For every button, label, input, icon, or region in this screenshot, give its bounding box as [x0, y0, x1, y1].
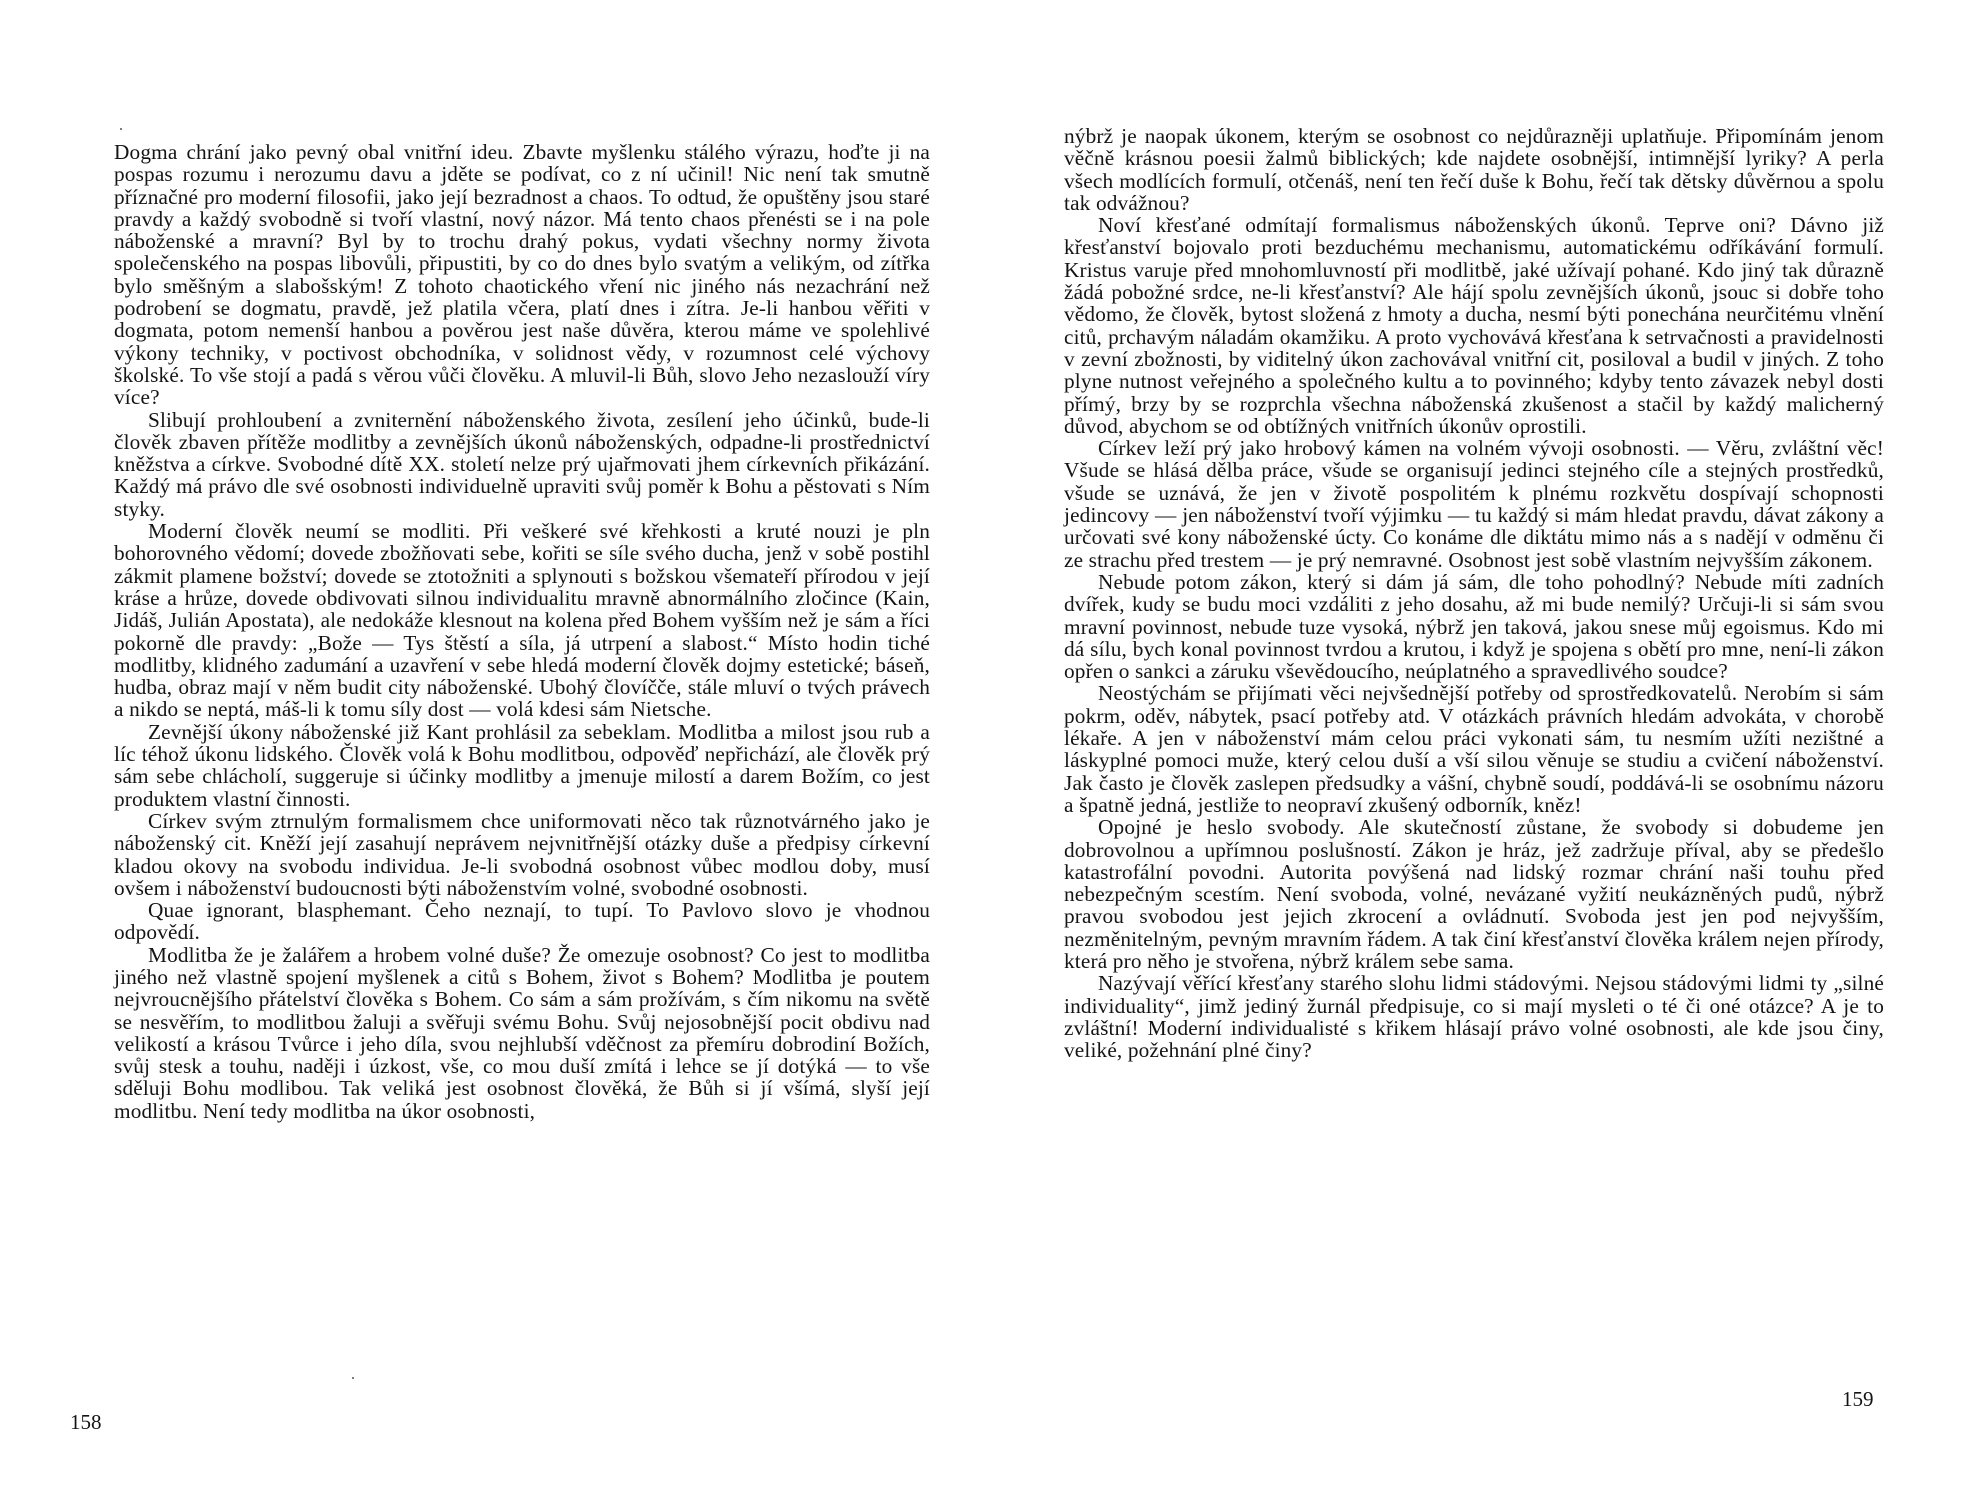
- scan-speck: [352, 1377, 354, 1379]
- paragraph: Zevnější úkony náboženské již Kant prohlásil za sebeklam. Modlitba a milost jsou rub a líc téhož úkonu lidského. Člověk volá k Bohu modlitbou, odpověď nepřichází, ale člověk prý sám sebe chlácholí, suggeruje si účinky modlitby a jmenuje milostí a darem Božím, co jest produktem vlastní činnosti.: [114, 719, 930, 811]
- paragraph: Moderní člověk neumí se modliti. Při veškeré své křehkosti a kruté nouzi je pln bohorovného vědomí; dovede zbožňovati sebe, kořiti se síle svého ducha, jenž v sobě postihl zákmit plamene božství; dovede se ztotožniti a splynouti s božskou všemateří přírodou v její kráse a hrůze, dovede obdivovati silnou individualitu mravně abnormálního zločince (Kain, Jidáš, Julián Apostata), ale nedokáže klesnout na kolena před Bohem vyšším než je sám a říci pokorně dle pravdy: „Bože — Tys štěstí a síla, já utrpení a slabost.“ Místo hodin tiché modlitby, klidného zadumání a uzavření v sebe hledá moderní člověk dojmy estetické; báseň, hudba, obraz mají v něm budit city náboženské. Ubohý človíčče, stále mluví o tvých právech a nikdo se neptá, máš-li k tomu síly dost — volá kdesi sám Nietsche.: [114, 519, 930, 722]
- page-number: 158: [70, 1410, 102, 1434]
- paragraph: Nebude potom zákon, který si dám já sám, dle toho pohodlný? Nebude míti zadních dvířek, kudy se budu moci vzdáliti z jeho dosahu, až mi bude nemilý? Určuji-li si sám svou mravní povinnost, nebude tuze vysoká, nýbrž jen taková, jakou snese můj egoismus. Kdo mi dá sílu, bych konal povinnost tvrdou a krutou, i když je spojena s obětí pro mne, není-li zákon opřen o sankci a záruku vševědoucího, neúplatného a spravedlivého soudce?: [1064, 569, 1884, 684]
- paragraph: Quae ignorant, blasphemant. Čeho neznají, to tupí. To Pavlovo slovo je vhodnou odpovědí.: [114, 898, 930, 945]
- paragraph: Opojné je heslo svobody. Ale skutečností zůstane, že svobody si dobudeme jen dobrovolnou a upřímnou poslušností. Zákon je hráz, jež zadržuje příval, aby se předešlo katastrofální povodni. Autorita povýšená nad lidský rozmar chrání naši touhu před nebezpečným scestím. Není svoboda, volné, nevázané vyžití neukázněných pudů, nýbrž pravou svobodou jest jejich zkrocení a ovládnutí. Svoboda jest jen pod nejvyšším, nezměnitelným, pevným mravním řádem. A tak činí křesťanství člověka králem nejen přírody, která pro něho je stvořena, nýbrž králem sebe sama.: [1064, 815, 1884, 973]
- paragraph: Slibují prohloubení a zvniternění náboženského života, zesílení jeho účinků, bude-li člověk zbaven přítěže modlitby a zevnějších úkonů náboženských, odpadne-li prostřednictví kněžstva a církve. Svobodné dítě XX. století nelze prý ujařmovati jhem církevních přikázání. Každý má právo dle své osobnosti individuelně upraviti svůj poměr k Bohu a pěstovati s Ním styky.: [114, 407, 930, 521]
- scan-speck: [120, 128, 122, 130]
- paragraph: Církev svým ztrnulým formalismem chce uniformovati něco tak různotvárného jako je náboženský cit. Kněží její zasahují neprávem nejvnitřnější otázky duše a předpisy církevní kladou okovy na svobodu individua. Je-li svobodná osobnost vůbec modlou doby, musí ovšem i náboženství budoucnosti býti náboženstvím volné, svobodné osobnosti.: [114, 808, 930, 900]
- paragraph: Modlitba že je žalářem a hrobem volné duše? Že omezuje osobnost? Co jest to modlitba jiného než vlastně spojení myšlenek a citů s Bohem, život s Bohem? Modlitba je poutem nejvroucnějšího přátelství člověka s Bohem. Co sám a sám prožívám, s čím nikomu na světě se nesvěřím, to modlitbou žaluji a svěřuji svému Bohu. Svůj nejosobnější pocit obdivu nad velikostí a krásou Tvůrce i jeho díla, svou nejhlubší vděčnost za přemíru dobrodiní Božích, svůj stesk a touhu, naději i úzkost, vše, co mou duší zmítá i lehce se jí dotýká — to vše sděluji Bohu modlibou. Tak veliká jest osobnost člověká, že Bůh si jí všímá, slyší její modlitbu. Není tedy modlitba na úkor osobnosti,: [114, 942, 930, 1123]
- paragraph: Církev leží prý jako hrobový kámen na volném vývoji osobnosti. — Věru, zvláštní věc! Všude se hlásá dělba práce, všude se organisují jedinci stejného cíle a stejných prostředků, všude se uznává, že jen v životě pospolitém k plnému rozkvětu dospívají schopnosti jedincovy — jen náboženství tvoří výjimku — tu každý si mám hledat pravdu, dávat zákony a určovati své kony náboženské úcty. Co konáme dle diktátu mimo nás a s nadějí v odměnu či ze strachu před trestem — je prý nemravné. Osobnost jest sobě vlastním nejvyšším zákonem.: [1064, 436, 1884, 572]
- paragraph: Neostýchám se přijímati věci nejvšednější potřeby od sprostředkovatelů. Nerobím si sám pokrm, oděv, nábytek, psací potřeby atd. V otázkách právních hledám advokáta, v chorobě lékaře. A jen v náboženství mám celou práci vykonati sám, tu nesmím užíti nezištné a láskyplné pomoci muže, který celou duší a vší silou věnuje se studiu a cvičení náboženství. Jak často je člověk zaslepen předsudky a vášní, chybně soudí, poddává-li se osobnímu názoru a špatně jedná, jestliže to neopraví zkušený odborník, kněz!: [1064, 681, 1884, 817]
- paragraph: nýbrž je naopak úkonem, kterým se osobnost co nejdůrazněji uplatňuje. Připomínám jenom věčně krásnou poesii žalmů biblických; kde najdete osobnější, intimnější lyriky? A perla všech modlících formulí, otčenáš, není ten řečí duše k Bohu, řečí tak dětsky důvěrnou a spolu tak odvážnou?: [1064, 124, 1884, 215]
- left-page-text: [114, 141, 930, 1122]
- paragraph: Nazývají věřící křesťany starého slohu lidmi stádovými. Nejsou stádovými lidmi ty „silné individuality“, jimž jediný žurnál předpisuje, co si mají mysleti o té či oné otázce? A je to zvláštní! Moderní individualisté s křikem hlásají právo volné osobnosti, ale kde jsou činy, veliké, požehnání plné činy?: [1064, 971, 1884, 1063]
- page-number: 159: [1842, 1387, 1874, 1411]
- right-page: [985, 0, 1970, 1500]
- paragraph: Noví křesťané odmítají formalismus náboženských úkonů. Teprve oni? Dávno již křesťanství bojovalo proti bezduchému mechanismu, automatickému odříkávání formulí. Kristus varuje před mnohomluvností při modlitbě, jaké užívají pohané. Kdo jiný tak důrazně žádá pobožné srdce, ne-li křesťanství? Ale hájí spolu zevnějších úkonů, jsouc si dobře toho vědomo, že člověk, bytost složená z hmoty a ducha, nesmí býti ponechána neurčitému vlnění citů, prchavým náladám okamžiku. A proto vychovává křesťana k setrvačnosti a pravidelnosti v zevní zbožnosti, by viditelný úkon zachovával vnitřní cit, posiloval a budil v jiných. Z toho plyne nutnost veřejného a společného kultu a to povinného; kdyby tento závazek nebyl dosti přímý, brzy by se rozprchla všechna náboženská zkušenost a stačil by každý malicherný důvod, abychom se od obtížných vnitřních úkonův oprostili.: [1064, 213, 1884, 438]
- paragraph: Dogma chrání jako pevný obal vnitřní ideu. Zbavte myšlenku stálého výrazu, hoďte ji na pospas rozumu i nerozumu davu a jděte se podívat, co z ní učinil! Nic není tak smutně příznačné pro moderní filosofii, jako její bezradnost a chaos. To odtud, že opuštěny jsou staré pravdy a každý svobodně si tvoří vlastní, nový názor. Má tento chaos přenésti se i na pole náboženské a mravní? Byl by to trochu drahý pokus, vydati všechny normy života společenského na pospas libovůli, připustiti, by co do dnes bylo svatým a velikým, od zítřka bylo směšným a slabošským! Z tohoto chaotického vření nic jiného nás nezachrání než podrobení se dogmatu, pravdě, jež platila včera, platí dnes i zítra. Je-li hanbou věřiti v dogmata, potom nemenší hanbou a pověrou jest naše důvěra, kterou máme ve spolehlivé výkony techniky, v poctivost obchodníka, v solidnost vědy, v rozumnost celé výchovy školské. To vše stojí a padá s věrou vůči člověku. A mluvil-li Bůh, slovo Jeho nezaslouží víry více?: [114, 140, 930, 410]
- right-page-text: [1064, 125, 1884, 1061]
